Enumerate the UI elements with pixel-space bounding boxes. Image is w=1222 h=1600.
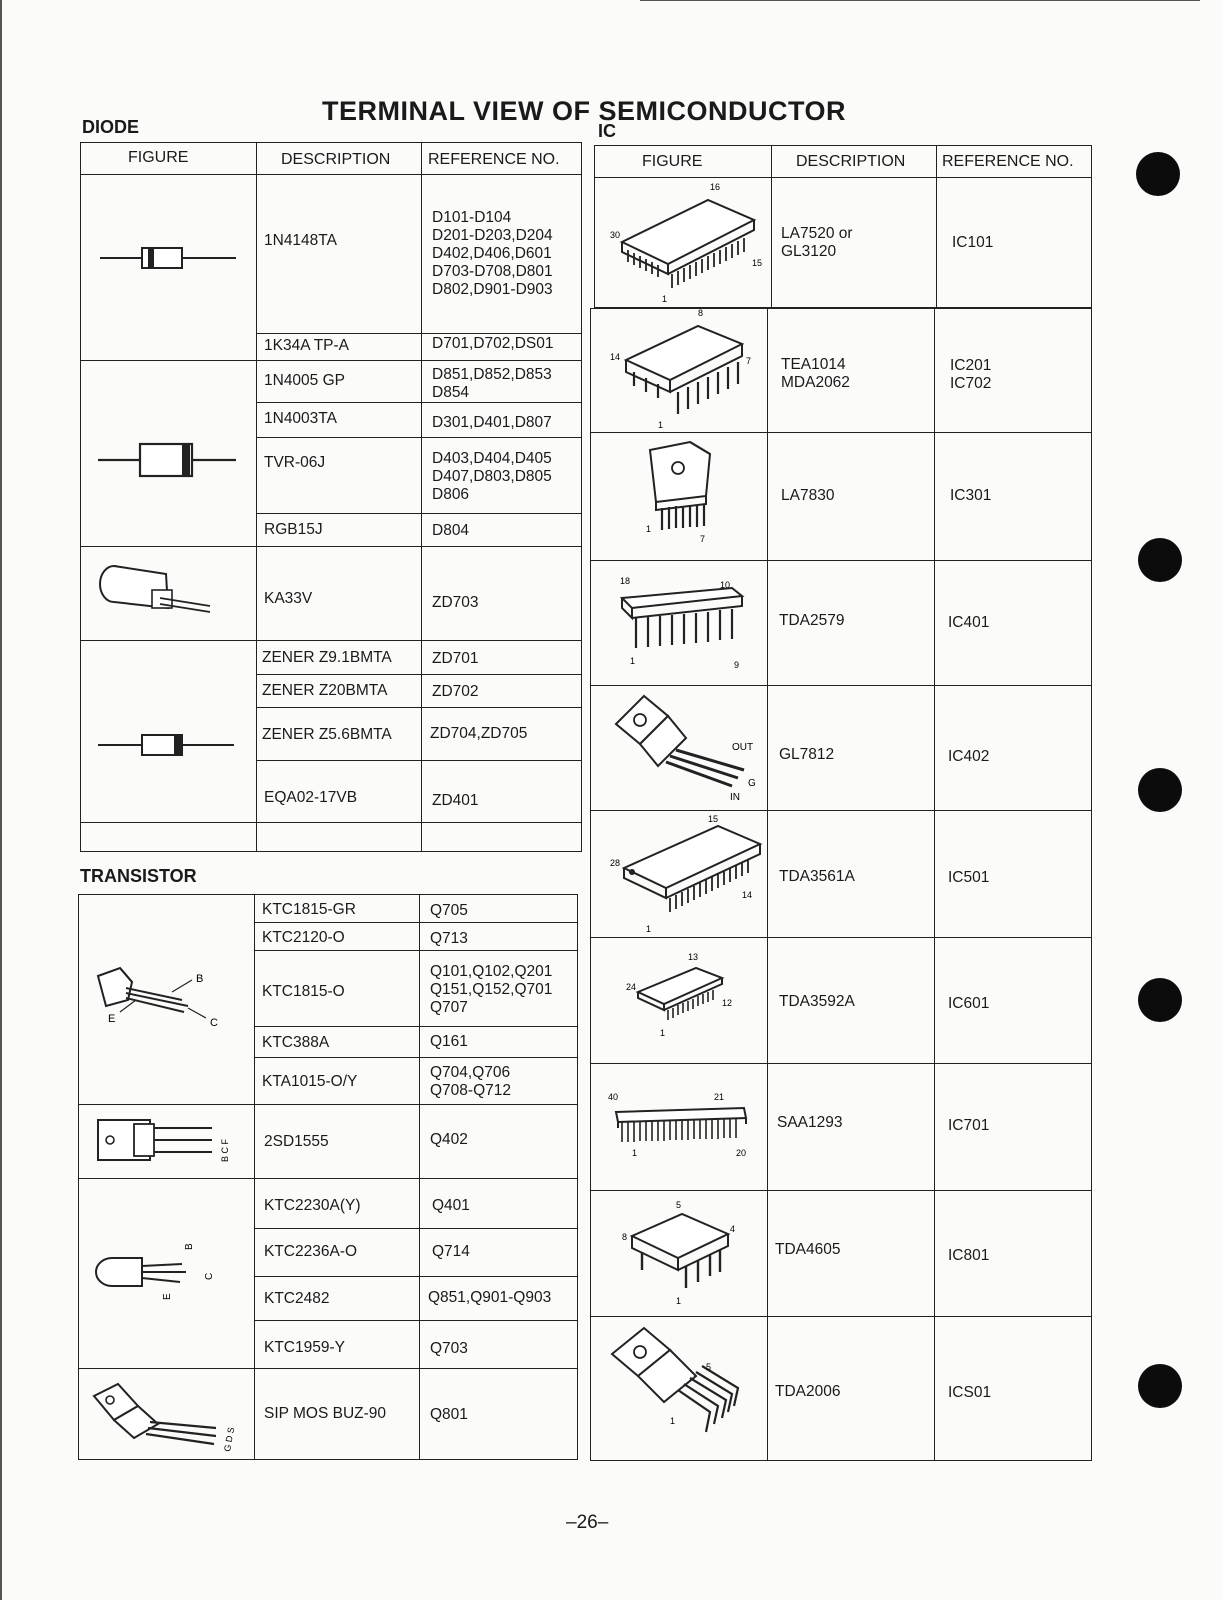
- dip24-ic-figure: [618, 942, 748, 1046]
- ic-description: TDA2006: [775, 1383, 841, 1400]
- binder-hole: [1138, 538, 1182, 582]
- ic-section-label: IC: [598, 121, 616, 141]
- pin-label: 1: [646, 924, 652, 934]
- ic-description: SAA1293: [777, 1114, 843, 1131]
- pin-label: 16: [710, 182, 721, 192]
- transistor-reference: Q401: [432, 1197, 470, 1214]
- pin-label: 20: [736, 1148, 747, 1158]
- pin-label: 8: [622, 1232, 628, 1242]
- diode-description: 1N4005 GP: [264, 372, 345, 389]
- transistor-description: KTC2236A-O: [264, 1243, 358, 1260]
- transistor-reference: Q713: [430, 930, 468, 947]
- diode-description: ZENER Z5.6BMTA: [262, 726, 392, 743]
- diode-header-figure: FIGURE: [128, 149, 189, 166]
- dip18-ic-figure: [612, 560, 762, 680]
- transistor-description: KTC1815-GR: [262, 901, 356, 918]
- page-title: TERMINAL VIEW OF SEMICONDUCTOR: [322, 96, 847, 126]
- diode-reference: D403,D404,D405 D407,D803,D805 D806: [432, 450, 552, 503]
- pin-label-out: OUT: [732, 742, 754, 753]
- pin-label-in: IN: [730, 792, 740, 803]
- pin-label: 1: [658, 420, 664, 430]
- transistor-description: KTC388A: [262, 1034, 330, 1051]
- transistor-description: KTC2230A(Y): [264, 1197, 361, 1214]
- ic-reference: IC501: [948, 869, 990, 886]
- diode-description: 1N4003TA: [264, 410, 337, 427]
- binder-hole: [1136, 152, 1180, 196]
- ic-reference: IC601: [948, 995, 990, 1012]
- pin-label: 10: [720, 580, 731, 590]
- pin-label: 1: [676, 1296, 682, 1306]
- transistor-reference: Q703: [430, 1340, 468, 1357]
- transistor-reference: Q801: [430, 1406, 468, 1423]
- pin-label: 15: [752, 258, 763, 268]
- ic-reference: IC701: [948, 1117, 990, 1134]
- diode-reference: D804: [432, 522, 470, 539]
- diode-header-description: DESCRIPTION: [281, 151, 391, 168]
- zener-axial-diode-figure: [96, 730, 236, 760]
- transistor-description: KTA1015-O/Y: [262, 1073, 358, 1090]
- dip14-ic-figure: [606, 308, 756, 432]
- pin-label: 40: [608, 1092, 619, 1102]
- ic-description: TDA2579: [779, 612, 845, 629]
- diode-header-reference: REFERENCE NO.: [428, 151, 560, 168]
- diode-reference: ZD703: [432, 594, 479, 611]
- pin-label-gds: G D S: [222, 1426, 237, 1453]
- diode-description: ZENER Z20BMTA: [262, 682, 388, 699]
- binder-hole: [1138, 768, 1182, 812]
- diode-reference: ZD704,ZD705: [430, 725, 528, 742]
- sip7-ic-figure: [636, 436, 736, 546]
- dip28-ic-figure: [608, 812, 768, 934]
- dip8-ic-figure: [620, 1196, 750, 1310]
- pin-label: 8: [698, 308, 704, 318]
- transistor-description: SIP MOS BUZ-90: [264, 1405, 387, 1422]
- ic-description: LA7830: [781, 487, 835, 504]
- ic-header-figure: FIGURE: [642, 153, 703, 170]
- ic-description: GL7812: [779, 746, 835, 763]
- mosfet-package-figure: [88, 1376, 237, 1454]
- ic-description: TDA3561A: [779, 868, 855, 885]
- pin-label: 13: [688, 952, 699, 962]
- pin-label: 30: [610, 230, 621, 240]
- pin-label-c: C: [210, 1017, 218, 1029]
- ic-description: TDA4605: [775, 1241, 841, 1258]
- pin-label: 28: [610, 858, 621, 868]
- transistor-reference: Q101,Q102,Q201 Q151,Q152,Q701 Q707: [430, 963, 553, 1016]
- dip40-ic-figure: [604, 1084, 760, 1164]
- to220-regulator-figure: [610, 690, 762, 806]
- diode-description: 1K34A TP-A: [264, 337, 350, 354]
- transistor-reference: Q402: [430, 1131, 468, 1148]
- diode-description: TVR-06J: [264, 454, 326, 471]
- ic-description: LA7520 or GL3120: [781, 225, 853, 260]
- pin-label: 7: [700, 534, 706, 544]
- diode-description: 1N4148TA: [264, 232, 337, 249]
- pin-label: 24: [626, 982, 637, 992]
- pin-label: 1: [632, 1148, 638, 1158]
- pin-label-b: B: [196, 973, 204, 985]
- pin-label: 12: [722, 998, 733, 1008]
- pin-label: 14: [610, 352, 621, 362]
- transistor-description: KTC1815-O: [262, 983, 345, 1000]
- pin-label-g: G: [748, 778, 756, 789]
- zener-package-figure: [96, 556, 216, 628]
- pin-label: 14: [742, 890, 753, 900]
- pin-label-c: C: [204, 1272, 215, 1280]
- transistor-description: 2SD1555: [264, 1133, 329, 1150]
- pin-label: 5: [706, 1362, 712, 1372]
- diode-section-label: DIODE: [82, 117, 140, 137]
- power-transistor-figure: [94, 1114, 240, 1170]
- pin-label-e: E: [108, 1013, 116, 1025]
- transistor-reference: Q161: [430, 1033, 468, 1050]
- transistor-reference: Q704,Q706 Q708-Q712: [430, 1064, 511, 1099]
- diode-description: RGB15J: [264, 521, 323, 538]
- pin-label: 18: [620, 576, 631, 586]
- pin-label: 7: [746, 356, 752, 366]
- transistor-reference: Q714: [432, 1243, 470, 1260]
- pin-label: 1: [662, 294, 668, 304]
- axial-diode-small-figure: [98, 240, 238, 276]
- transistor-section-label: TRANSISTOR: [80, 866, 197, 886]
- diode-description: EQA02-17VB: [264, 789, 358, 806]
- ic-reference: IC201 IC702: [950, 357, 992, 392]
- diode-reference: D301,D401,D807: [432, 414, 552, 431]
- dip30-ic-figure: [604, 178, 764, 308]
- pin-label-b: B: [184, 1243, 195, 1250]
- transistor-description: KTC2120-O: [262, 929, 345, 946]
- ic-reference: ICS01: [948, 1384, 992, 1401]
- pentawatt-ic-figure: [606, 1320, 762, 1450]
- page-number: –26–: [566, 1512, 609, 1533]
- diode-reference: D101-D104 D201-D203,D204 D402,D406,D601 D703-D708,D801 D802,D901-D903: [432, 209, 553, 298]
- ic-header-reference: REFERENCE NO.: [942, 153, 1074, 170]
- pin-label: 1: [630, 656, 636, 666]
- page-top-line: [640, 0, 1200, 1]
- round-transistor-figure: [90, 1236, 230, 1302]
- ic-description: TEA1014 MDA2062: [781, 356, 850, 391]
- ic-reference: IC301: [950, 487, 992, 504]
- pin-label: 9: [734, 660, 740, 670]
- ic-reference: IC402: [948, 748, 990, 765]
- pin-label: 4: [730, 1224, 736, 1234]
- diode-description: KA33V: [264, 590, 313, 607]
- transistor-description: KTC1959-Y: [264, 1339, 345, 1356]
- diode-reference: D851,D852,D853 D854: [432, 366, 552, 401]
- axial-diode-large-figure: [96, 438, 238, 482]
- ic-header-description: DESCRIPTION: [796, 153, 906, 170]
- pin-label: 1: [646, 524, 652, 534]
- diode-description: ZENER Z9.1BMTA: [262, 649, 392, 666]
- diode-reference: ZD401: [432, 792, 479, 809]
- transistor-reference: Q705: [430, 902, 468, 919]
- ic-description: TDA3592A: [779, 993, 855, 1010]
- ic-reference: IC401: [948, 614, 990, 631]
- pin-label: 15: [708, 814, 719, 824]
- ic-reference: IC101: [952, 234, 994, 251]
- transistor-description: KTC2482: [264, 1290, 330, 1307]
- diode-reference: ZD702: [432, 683, 479, 700]
- diode-reference: D701,D702,DS01: [432, 335, 554, 352]
- ic-reference: IC801: [948, 1247, 990, 1264]
- pin-label: 1: [660, 1028, 666, 1038]
- pin-label-bcf: B C F: [220, 1138, 230, 1162]
- binder-hole: [1138, 978, 1182, 1022]
- diode-reference: ZD701: [432, 650, 479, 667]
- to92-transistor-figure: [92, 962, 232, 1034]
- page-margin-line: [0, 0, 2, 1600]
- pin-label-e: E: [162, 1293, 173, 1300]
- pin-label: 21: [714, 1092, 725, 1102]
- pin-label: 5: [676, 1200, 682, 1210]
- pin-label: 1: [670, 1416, 676, 1426]
- transistor-reference: Q851,Q901-Q903: [428, 1289, 552, 1306]
- binder-hole: [1138, 1364, 1182, 1408]
